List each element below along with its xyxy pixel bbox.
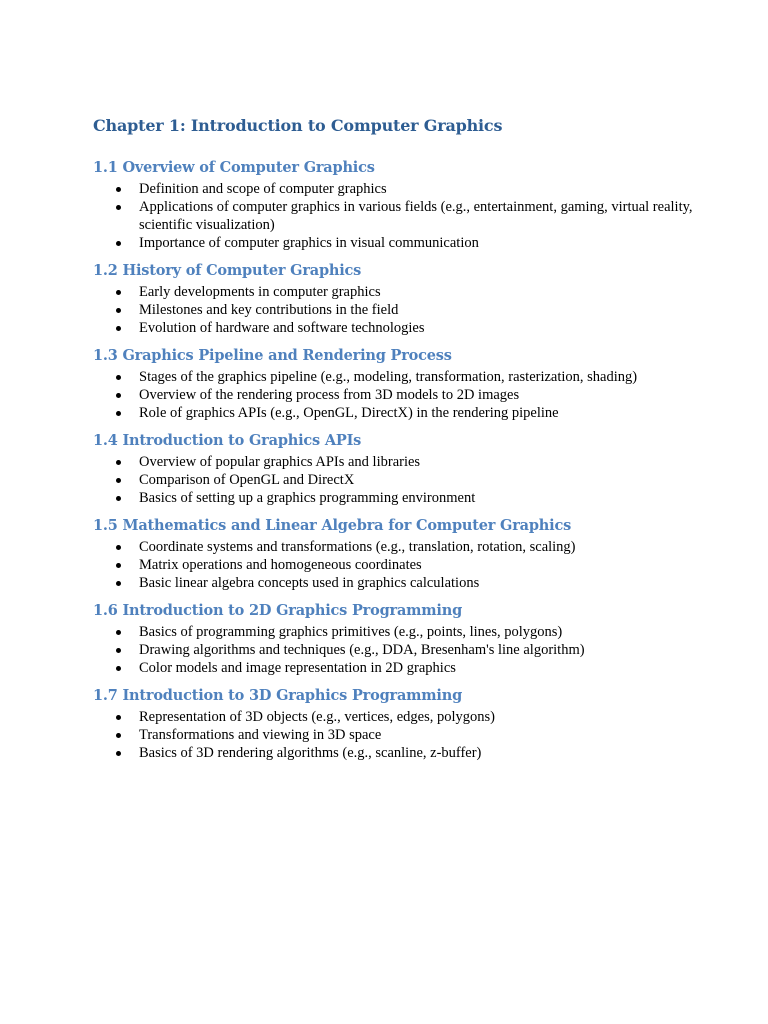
document-content xyxy=(93,114,713,771)
sections-container xyxy=(93,158,713,762)
list-item-text: Matrix operations and homogeneous coordinates xyxy=(139,557,422,573)
list-item-text: Applications of computer graphics in various fields (e.g., entertainment, gaming, virtual reality, scientific visualization) xyxy=(139,199,693,233)
bullet-icon xyxy=(116,581,121,586)
bullet-icon xyxy=(116,411,121,416)
list-item xyxy=(93,319,713,337)
bullet-icon xyxy=(116,630,121,635)
list-item xyxy=(93,301,713,319)
list-item-text: Transformations and viewing in 3D space xyxy=(139,727,382,743)
bullet-icon xyxy=(116,648,121,653)
bullet-icon xyxy=(116,478,121,483)
section-heading: 1.1 Overview of Computer Graphics xyxy=(93,159,375,176)
bullet-icon xyxy=(116,715,121,720)
list-item xyxy=(93,453,713,471)
section-heading: 1.5 Mathematics and Linear Algebra for Computer Graphics xyxy=(93,517,572,534)
section-heading: 1.3 Graphics Pipeline and Rendering Process xyxy=(93,347,452,364)
list-item xyxy=(93,368,713,386)
bullet-list xyxy=(93,623,713,677)
section-heading: 1.4 Introduction to Graphics APIs xyxy=(93,432,362,449)
list-item-text: Basics of setting up a graphics programming environment xyxy=(139,490,476,506)
section-1 xyxy=(93,158,713,252)
list-item xyxy=(93,708,713,726)
list-item xyxy=(93,283,713,301)
list-item xyxy=(93,198,713,234)
section-4 xyxy=(93,431,713,507)
list-item xyxy=(93,574,713,592)
list-item-text: Comparison of OpenGL and DirectX xyxy=(139,472,355,488)
section-heading: 1.6 Introduction to 2D Graphics Programming xyxy=(93,602,463,619)
list-item xyxy=(93,180,713,198)
list-item xyxy=(93,659,713,677)
list-item xyxy=(93,641,713,659)
list-item-text: Definition and scope of computer graphics xyxy=(139,181,387,197)
bullet-icon xyxy=(116,326,121,331)
section-heading: 1.7 Introduction to 3D Graphics Programming xyxy=(93,687,463,704)
list-item xyxy=(93,556,713,574)
list-item-text: Representation of 3D objects (e.g., vertices, edges, polygons) xyxy=(139,709,495,725)
list-item-text: Basics of programming graphics primitives (e.g., points, lines, polygons) xyxy=(139,624,563,640)
list-item xyxy=(93,726,713,744)
list-item-text: Drawing algorithms and techniques (e.g., DDA, Bresenham's line algorithm) xyxy=(139,642,585,658)
bullet-icon xyxy=(116,393,121,398)
bullet-icon xyxy=(116,496,121,501)
bullet-icon xyxy=(116,563,121,568)
list-item xyxy=(93,538,713,556)
bullet-icon xyxy=(116,205,121,210)
list-item-text: Overview of the rendering process from 3D models to 2D images xyxy=(139,387,520,403)
list-item-text: Milestones and key contributions in the field xyxy=(139,302,399,318)
bullet-icon xyxy=(116,733,121,738)
list-item-text: Importance of computer graphics in visual communication xyxy=(139,235,479,251)
list-item-text: Stages of the graphics pipeline (e.g., modeling, transformation, rasterization, shading) xyxy=(139,369,638,385)
bullet-list xyxy=(93,368,713,422)
list-item-text: Role of graphics APIs (e.g., OpenGL, DirectX) in the rendering pipeline xyxy=(139,405,559,421)
bullet-list xyxy=(93,538,713,592)
list-item xyxy=(93,489,713,507)
bullet-icon xyxy=(116,751,121,756)
list-item-text: Early developments in computer graphics xyxy=(139,284,381,300)
list-item xyxy=(93,386,713,404)
bullet-icon xyxy=(116,545,121,550)
chapter-title: Chapter 1: Introduction to Computer Graphics xyxy=(93,116,503,135)
list-item xyxy=(93,623,713,641)
bullet-icon xyxy=(116,460,121,465)
section-heading: 1.2 History of Computer Graphics xyxy=(93,262,362,279)
bullet-icon xyxy=(116,290,121,295)
list-item xyxy=(93,234,713,252)
section-2 xyxy=(93,261,713,337)
list-item xyxy=(93,471,713,489)
list-item-text: Coordinate systems and transformations (e.g., translation, rotation, scaling) xyxy=(139,539,576,555)
bullet-list xyxy=(93,180,713,252)
section-7 xyxy=(93,686,713,762)
bullet-icon xyxy=(116,375,121,380)
list-item-text: Basic linear algebra concepts used in graphics calculations xyxy=(139,575,480,591)
bullet-icon xyxy=(116,666,121,671)
bullet-icon xyxy=(116,308,121,313)
bullet-list xyxy=(93,453,713,507)
list-item-text: Evolution of hardware and software technologies xyxy=(139,320,425,336)
list-item-text: Color models and image representation in 2D graphics xyxy=(139,660,456,676)
list-item xyxy=(93,744,713,762)
bullet-list xyxy=(93,283,713,337)
bullet-icon xyxy=(116,241,121,246)
list-item-text: Basics of 3D rendering algorithms (e.g., scanline, z-buffer) xyxy=(139,745,482,761)
bullet-list xyxy=(93,708,713,762)
section-5 xyxy=(93,516,713,592)
list-item xyxy=(93,404,713,422)
section-3 xyxy=(93,346,713,422)
bullet-icon xyxy=(116,187,121,192)
section-6 xyxy=(93,601,713,677)
list-item-text: Overview of popular graphics APIs and libraries xyxy=(139,454,421,470)
